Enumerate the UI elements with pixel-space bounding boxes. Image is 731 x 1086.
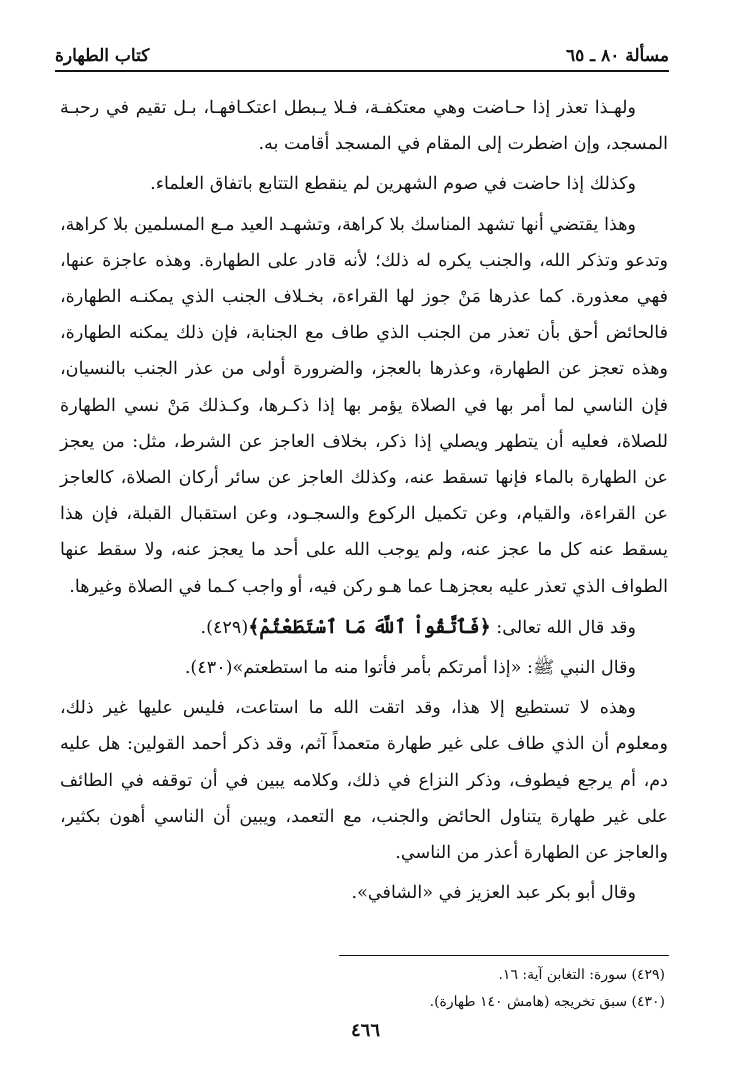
footnote-rule [339,955,669,956]
header-rule [55,70,669,72]
hadith-quote [60,650,668,686]
closing-line: وقال أبو بكر عبد العزيز في «الشافي». [351,883,636,904]
quran-verse: ﴿فَٱتَّقُواْ ٱللَّهَ مَا ٱسْتَطَعْتُمْ﴾ [248,615,491,638]
issue-label: مسألة ٨٠ ـ ٦٥ [565,46,669,66]
paragraph: ولهـذا تعذر إذا حـاضت وهي معتكفـة، فـلا يـبطل اعتكـافهـا، بـل تقيم في رحبـة المسجد، وإن اضطرت إلى المقام في المسجد أقامت به. [60,98,668,155]
paragraph: وهذه لا تستطيع إلا هذا، وقد اتقت الله ما استاعت، فليس عليها غير ذلك، ومعلوم أن الذي طاف على غير طهارة متعمداً آثم، وقد ذكر أحمد القولين: هل عليه دم، أم يرجع فيطوف، وذكر النزاع في ذلك، وكلامه يبين في أن توقفه في الطائف على غير طهارة يتناول الحائض والجنب، مع التعمد، ويبين أن الناسي أهون بكثير، والعاجز عن الطهارة أعذر من الناسي. [60,698,668,864]
footnote-ref: (٤٢٩). [200,617,249,638]
quote-intro: وقال النبي ﷺ: [521,658,636,679]
book-title: كتاب الطهارة [55,46,150,66]
quran-quote [60,609,668,646]
footnotes [60,962,669,1016]
paragraph: وهذا يقتضي أنها تشهد المناسك بلا كراهة، وتشهـد العيد مـع المسلمين بلا كراهة، وتدعو وتذكر الله، والجنب يكره له ذلك؛ لأنه قادر على الطهارة. وهذه عاجزة عنها، فهي معذورة. كما عذرها مَنْ جوز لها القراءة، بخـلاف الجنب الذي يمكنـه الطهارة، فالحائض أحق بأن تعذر من الجنب الذي طاف مع الجنابة، فإن ذلك يمكنه الطهارة، وهذه تعجز عن الطهارة، وعذرها بالعجز، والضرورة أولى من عذر الجنب بالنسيان، فإن الناسي لما أمر بها في الصلاة يؤمر بها إذا ذكـرها، وكـذلك مَنْ نسي الطهارة للصلاة، فعليه أن يتطهر ويصلي إذا ذكر، بخلاف العاجز عن الشرط، مثل: من يعجز عن الطهارة بالماء فإنها تسقط عنه، وكذلك العاجز عن سائر أركان الصلاة، كالعاجز عن القراءة، والقيام، وعن تكميل الركوع والسجـود، وعن استقبال القبلة، فإن هذا يسقط عنه كل ما عجز عنه، ولم يوجب الله على أحد ما يعجز عنه، ولا سقط عنها الطواف الذي تعذر عليه بعجزهـا عما هـو ركن فيه، أو واجب كـما في الصلاة وغيرها. [60,214,668,597]
running-header [55,40,669,66]
page-number: ٤٦٦ [350,1020,380,1041]
footnote-ref: (٤٣٠). [184,658,233,679]
quote-intro: وقد قال الله تعالى: [490,617,636,638]
main-text [60,90,668,911]
footnote: (٤٣٠) سبق تخريجه (هامش ١٤٠ طهارة). [429,994,665,1010]
paragraph: وكذلك إذا حاضت في صوم الشهرين لم ينقطع التتابع باتفاق العلماء. [150,174,636,195]
hadith-text: «إذا أمرتكم بأمر فأتوا منه ما استطعتم» [232,658,522,679]
footnote: (٤٢٩) سورة: التغابن آية: ١٦. [498,967,665,983]
